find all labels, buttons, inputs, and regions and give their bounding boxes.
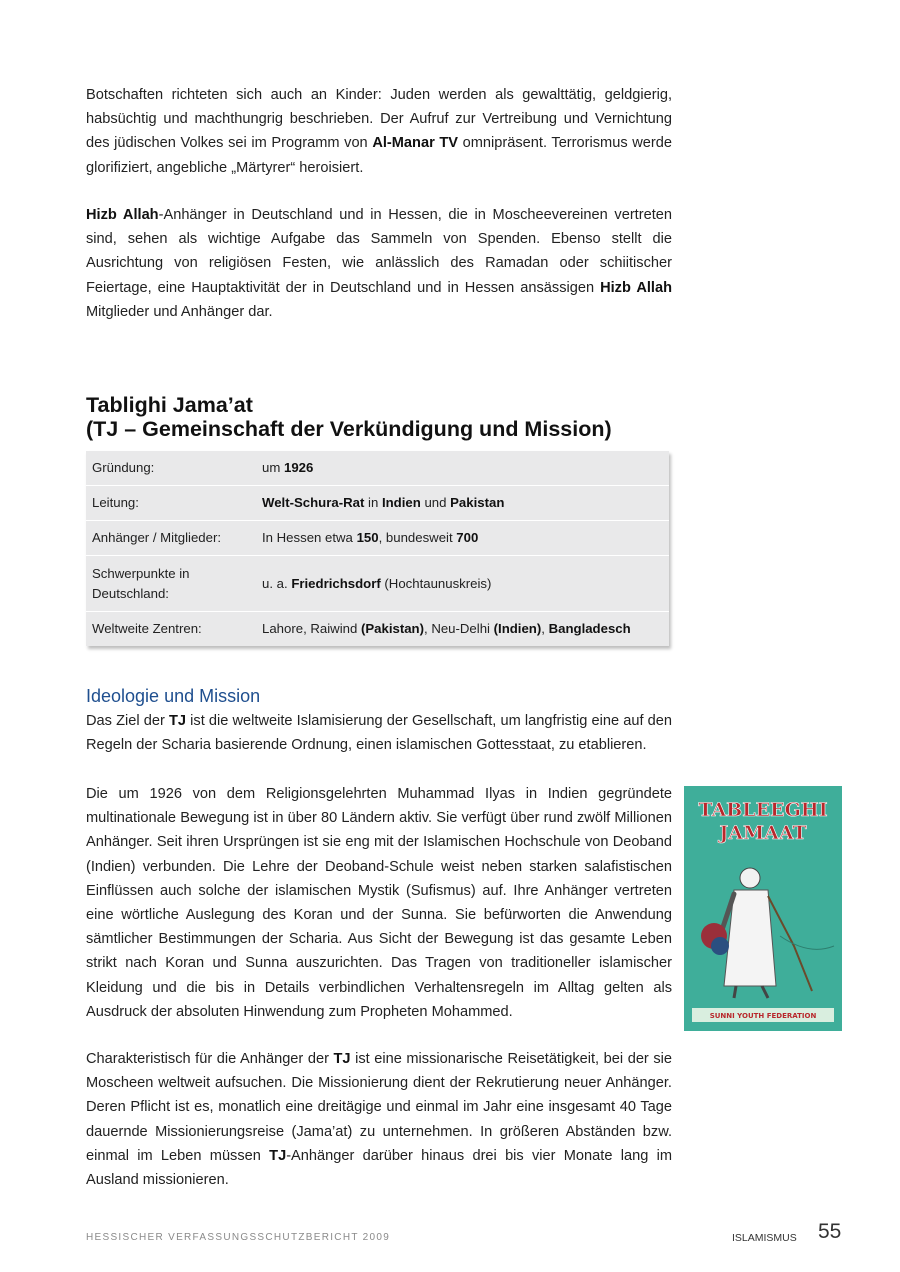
bold-term: TJ <box>168 713 187 729</box>
text-run: Charakteristisch für die Anhänger der <box>86 1051 334 1067</box>
paragraph-tj-mission <box>86 1047 672 1192</box>
cover-title-line1: TABLEEGHI <box>698 799 828 821</box>
bold-term: Hizb Allah <box>86 207 159 223</box>
text-run: omnipräsent. Terrorismus werde glorifiziert, angebliche „Märtyrer“ heroisiert. <box>86 135 672 176</box>
cover-title-line2: JAMAAT <box>719 822 807 844</box>
row-label-line: Schwerpunkte in <box>92 565 190 581</box>
text-run: (Hochtaunuskreis) <box>380 575 492 591</box>
text-run: In Hessen etwa <box>262 530 357 545</box>
text-run: -Anhänger darüber hinaus drei bis vier Monate lang im Ausland missionieren. <box>86 1147 672 1189</box>
row-value <box>256 612 669 647</box>
bold-term: (Indien) <box>493 621 542 636</box>
organization-info-table <box>86 451 669 646</box>
bold-term: 150 <box>356 530 379 545</box>
paragraph-tj-history: Die um 1926 von dem Religionsgelehrten Muhammad Ilyas in Indien gegründete multinationale Bewegung ist in über 80 Ländern aktiv. Sie verfügt über rund zwölf Millionen Anhänger. Seit ihren Ursprüngen ist sie eng mit der Islamischen Hochschule von Deoband (Indien) verbunden. Die Lehre der Deoband-Schule weist neben starken salafistischen Einflüssen auch solche der islamischen Mystik (Sufismus) auf. Ihre Anhänger vertreten eine wörtliche Auslegung des Koran und der Sunna. Sie befürworten die Anwendung sämtlicher Bestimmungen der Scharia. Aus Sicht der Bewegung ist das gesamte Leben strikt nach Koran und Sunna auszurichten. Das Tragen von traditioneller islamischer Kleidung und die bis in Details verbindlichen Verhaltensregeln im Alltag gelten als Ausdruck der absoluten Hinwendung zum Propheten Mohammed. <box>86 786 672 1020</box>
table-row <box>86 521 669 556</box>
bold-term: 1926 <box>283 460 314 475</box>
footer-section-name: ISLAMISMUS <box>732 1232 797 1244</box>
table-row <box>86 451 669 486</box>
table-row <box>86 556 669 612</box>
text-run: um <box>262 460 284 475</box>
row-label: Anhänger / Mitglieder: <box>86 521 256 556</box>
row-value <box>256 556 669 612</box>
bold-term: TJ <box>333 1051 351 1067</box>
text-run: ist eine missionarische Reisetätigkeit, bei der sie Moscheen weltweit aufsuchen. Die Missionierung dient der Rekrutierung neuer Anhänger. Deren Pflicht ist es, monatlich eine dreitägige und einmal im Jahr eine insgesamt 40 Tage dauernde Missionierungsreise (Jama’at) zu unternehmen. In größeren Abständen bzw. einmal im Leben müssen <box>86 1051 673 1164</box>
paragraph-tj-goal <box>86 709 672 757</box>
section-title-line1: Tablighi Jama’at <box>86 393 253 417</box>
bold-term: TJ <box>269 1147 287 1164</box>
subheading-ideology: Ideologie und Mission <box>86 686 261 706</box>
row-label: Leitung: <box>86 486 256 521</box>
paragraph-hizb-allah-germany <box>86 203 672 324</box>
paragraph-hizb-allah-propaganda <box>86 83 672 180</box>
bold-term: 700 <box>456 530 479 545</box>
row-label <box>86 556 256 612</box>
row-value <box>256 521 669 556</box>
text-run: in <box>364 495 382 510</box>
text-run: und <box>420 495 451 510</box>
text-run: , Neu-Delhi <box>424 621 494 636</box>
row-label-line: Deutschland: <box>92 585 169 601</box>
text-run: , bundesweit <box>378 530 457 545</box>
bold-term: (Pakistan) <box>360 621 424 636</box>
bold-term: Pakistan <box>450 495 505 510</box>
cover-publisher: SUNNI YOUTH FEDERATION <box>709 1012 817 1020</box>
text-run: Lahore, Raiwind <box>262 621 361 636</box>
table-row <box>86 486 669 521</box>
section-title <box>86 393 686 441</box>
bold-term: Al-Manar TV <box>372 135 459 152</box>
text-run: Botschaften richteten sich auch an Kinder: Juden werden als gewalttätig, geldgierig, habsüchtig und machthungrig beschrieben. Der Aufruf zur Vertreibung und Vernichtung des jüdischen Volkes sei im Programm von <box>86 87 672 152</box>
text-run: ist die weltweite Islamisierung der Gesellschaft, um langfristig eine auf den Regeln der Scharia basierende Ordnung, einen islamischen Gottesstaat, zu etablieren. <box>86 713 672 754</box>
section-title-line2: (TJ – Gemeinschaft der Verkündigung und Mission) <box>86 417 612 441</box>
text-run: Mitglieder und Anhänger dar. <box>86 303 273 320</box>
text-run: , <box>541 621 549 636</box>
row-label: Gründung: <box>86 451 256 486</box>
bold-term: Indien <box>381 495 421 510</box>
footer-report-title: HESSISCHER VERFASSUNGSSCHUTZBERICHT 2009 <box>86 1232 391 1243</box>
text-run: u. a. <box>262 575 292 591</box>
text-run: Das Ziel der <box>86 713 169 729</box>
row-value <box>256 451 669 486</box>
bold-term: Welt-Schura-Rat <box>262 495 365 510</box>
book-cover-image <box>684 786 842 1031</box>
bold-term: Friedrichsdorf <box>291 575 381 591</box>
text-run: -Anhänger in Deutschland und in Hessen, die in Moscheevereinen vertreten sind, sehen als wichtige Aufgabe das Sammeln von Spenden. Ebenso stellt die Ausrichtung von religiösen Festen, wie anlässlich des Ramadan oder schiitischer Feiertage, eine Hauptaktivität der in Deutschland und in Hessen ansässigen <box>86 207 673 296</box>
table-row <box>86 612 669 647</box>
bold-term: Hizb Allah <box>600 279 672 296</box>
book-cover-illustration <box>684 786 842 1031</box>
row-label: Weltweite Zentren: <box>92 621 202 636</box>
bold-term: Bangladesch <box>548 621 631 636</box>
row-value <box>256 486 669 521</box>
page-number: 55 <box>818 1220 842 1243</box>
